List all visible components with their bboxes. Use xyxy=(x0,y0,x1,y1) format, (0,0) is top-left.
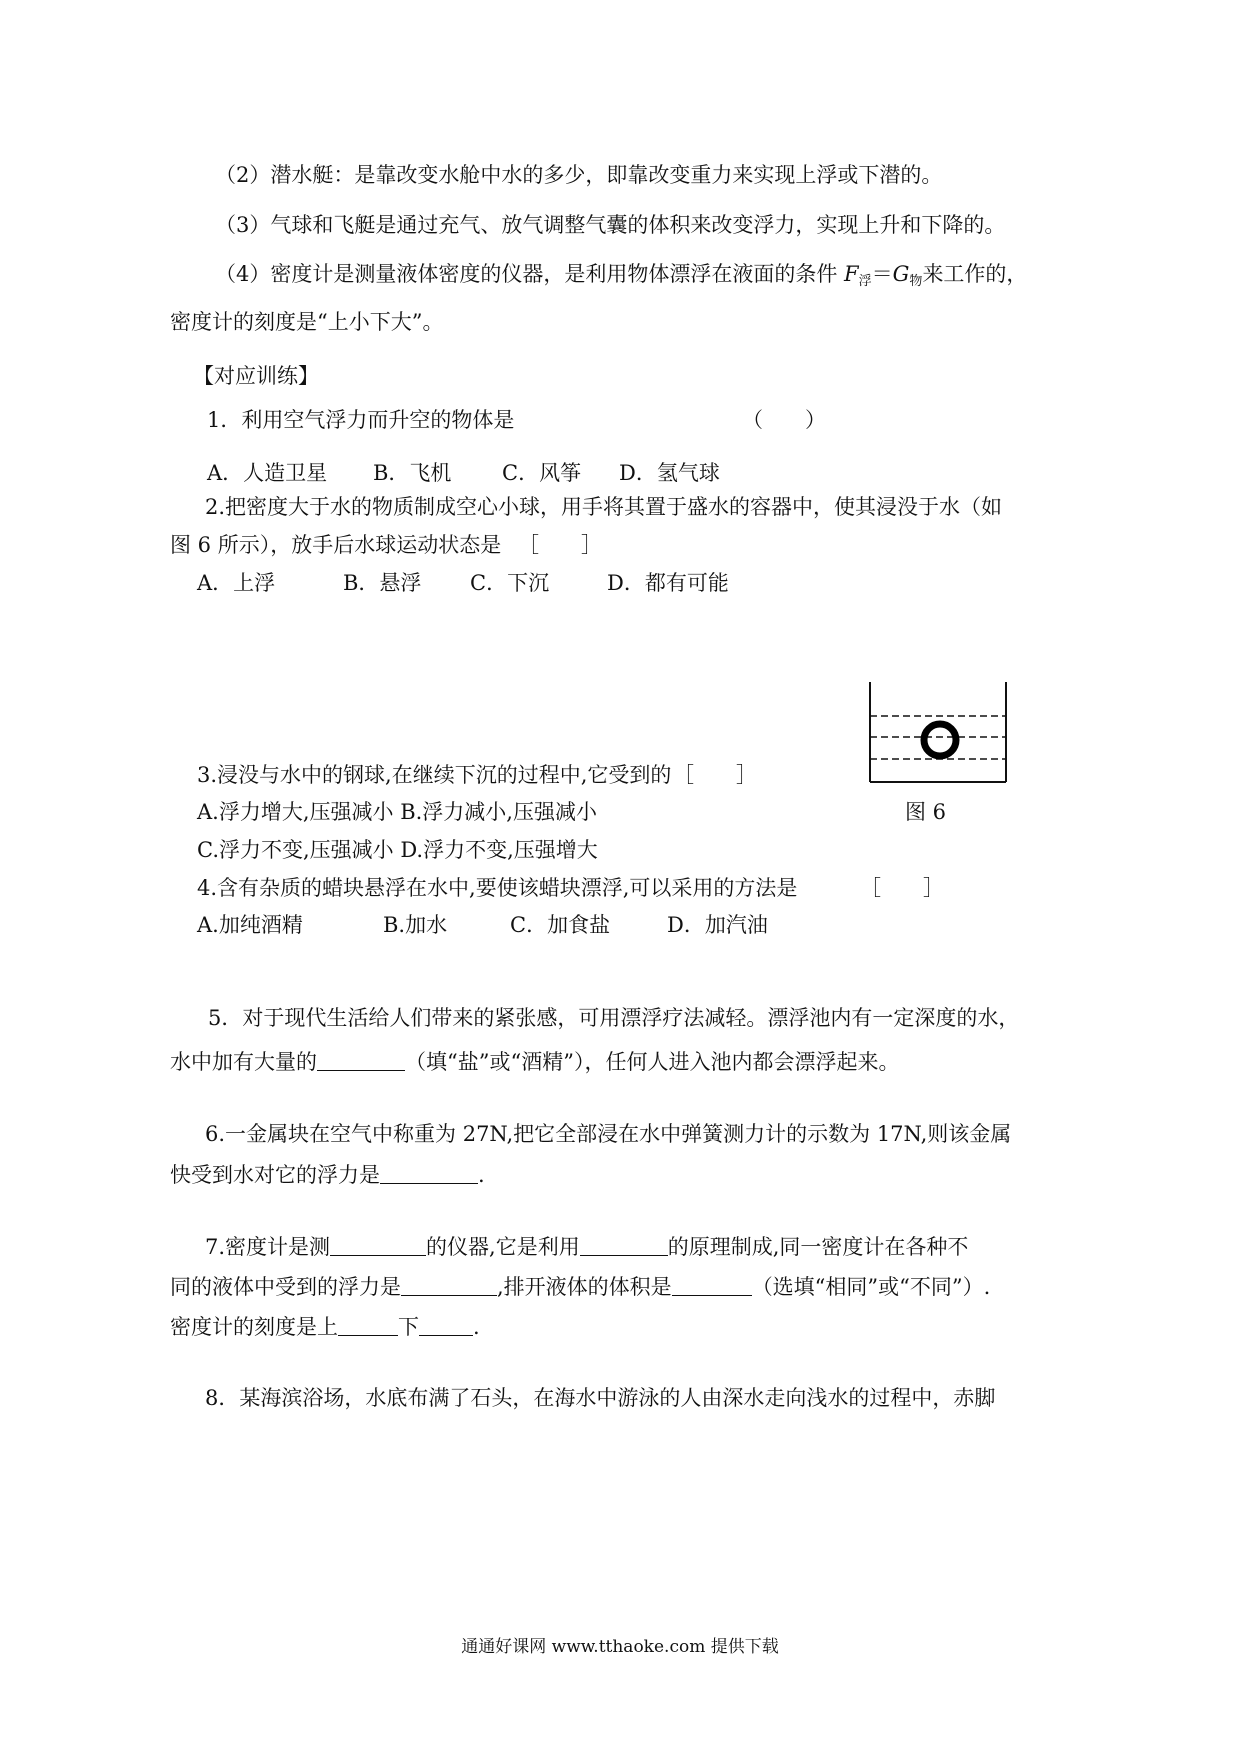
q6-line2 xyxy=(170,1160,485,1190)
q1-option-b[interactable]: B．飞机 xyxy=(373,461,452,485)
q3-stem: 3.浸没与水中的钢球,在继续下沉的过程中,它受到的 xyxy=(197,763,672,787)
q4-option-a[interactable]: A.加纯酒精 xyxy=(197,913,303,937)
formula-G: G xyxy=(892,262,910,286)
q2-stem-line1: 2.把密度大于水的物质制成空心小球，用手将其置于盛水的容器中，使其浸没于水（如 xyxy=(205,495,1003,519)
q7-text-1b: 的仪器,它是利用 xyxy=(426,1235,580,1259)
q6-text-b: . xyxy=(478,1163,485,1187)
formula-equals: ＝ xyxy=(871,262,893,286)
q5-blank[interactable] xyxy=(317,1048,405,1071)
q1-option-d[interactable]: D．氢气球 xyxy=(619,461,720,485)
formula-F: F xyxy=(844,262,859,286)
figure-6-caption: 图 6 xyxy=(905,800,947,824)
q1-answer-bracket[interactable]: （ ） xyxy=(742,408,826,432)
q4-option-c[interactable]: C．加食盐 xyxy=(510,913,611,937)
q2-answer-bracket[interactable]: ［ ］ xyxy=(518,533,602,557)
q4-stem: 4.含有杂质的蜡块悬浮在水中,要使该蜡块漂浮,可以采用的方法是 xyxy=(197,876,798,900)
q7-text-2a: 同的液体中受到的浮力是 xyxy=(170,1275,401,1299)
q2-option-c[interactable]: C．下沉 xyxy=(470,571,550,595)
q7-blank-1[interactable] xyxy=(330,1233,426,1256)
note-4-text-a: （4）密度计是测量液体密度的仪器，是利用物体漂浮在液面的条件 xyxy=(215,262,845,286)
q3-options-line2[interactable]: C.浮力不变,压强减小 D.浮力不变,压强增大 xyxy=(197,838,598,862)
q7-blank-2[interactable] xyxy=(580,1233,668,1256)
q4-answer-bracket[interactable]: ［ ］ xyxy=(860,876,944,900)
note-4-line2: 密度计的刻度是“上小下大”。 xyxy=(170,310,444,334)
q8-line1: 8．某海滨浴场，水底布满了石头，在海水中游泳的人由深水走向浅水的过程中，赤脚 xyxy=(205,1386,996,1410)
note-2: （2）潜水艇：是靠改变水舱中水的多少，即靠改变重力来实现上浮或下潜的。 xyxy=(215,163,943,187)
q7-text-2b: ,排开液体的体积是 xyxy=(497,1275,672,1299)
q5-text-b: （填“盐”或“酒精”），任何人进入池内都会漂浮起来。 xyxy=(405,1050,900,1074)
q7-blank-3[interactable] xyxy=(401,1273,497,1296)
q7-line3 xyxy=(170,1312,480,1342)
q6-blank[interactable] xyxy=(380,1161,478,1184)
q4-option-b[interactable]: B.加水 xyxy=(383,913,448,937)
q2-option-d[interactable]: D．都有可能 xyxy=(607,571,729,595)
q7-text-3b: 下 xyxy=(398,1315,419,1339)
q7-line1 xyxy=(205,1232,968,1262)
q7-text-1a: 7.密度计是测 xyxy=(205,1235,331,1259)
q7-text-2c: （选填“相同”或“不同”）. xyxy=(751,1275,991,1299)
note-4-text-b: 来工作的， xyxy=(922,262,1028,286)
q1-stem: 1．利用空气浮力而升空的物体是 xyxy=(207,408,515,432)
q7-text-1c: 的原理制成,同一密度计在各种不 xyxy=(667,1235,969,1259)
q2-stem-line2: 图 6 所示），放手后水球运动状态是 xyxy=(170,533,502,557)
q4-option-d[interactable]: D．加汽油 xyxy=(667,913,768,937)
q7-text-3a: 密度计的刻度是上 xyxy=(170,1315,338,1339)
q5-line2 xyxy=(170,1047,899,1077)
q2-option-a[interactable]: A．上浮 xyxy=(197,571,276,595)
q7-blank-5[interactable] xyxy=(338,1313,398,1336)
formula-G-subscript: 物 xyxy=(909,274,923,289)
q5-text-a: 水中加有大量的 xyxy=(170,1050,317,1074)
q6-line1: 6.一金属块在空气中称重为 27N,把它全部浸在水中弹簧测力计的示数为 17N,则该金属 xyxy=(205,1122,1012,1146)
q2-option-b[interactable]: B．悬浮 xyxy=(343,571,422,595)
q5-line1: 5．对于现代生活给人们带来的紧张感，可用漂浮疗法减轻。漂浮池内有一定深度的水， xyxy=(208,1006,1020,1030)
q1-option-a[interactable]: A．人造卫星 xyxy=(207,461,328,485)
q1-option-c[interactable]: C．风筝 xyxy=(502,461,582,485)
formula-F-subscript: 浮 xyxy=(858,274,872,289)
q6-text-a: 快受到水对它的浮力是 xyxy=(170,1163,380,1187)
q7-blank-4[interactable] xyxy=(672,1273,752,1296)
section-title: 【对应训练】 xyxy=(193,364,319,388)
q7-blank-6[interactable] xyxy=(419,1313,473,1336)
note-3: （3）气球和飞艇是通过充气、放气调整气囊的体积来改变浮力，实现上升和下降的。 xyxy=(215,213,1006,237)
note-4-line1 xyxy=(215,259,1027,297)
q3-options-line1[interactable]: A.浮力增大,压强减小 B.浮力减小,压强减小 xyxy=(197,800,597,824)
q7-text-3c: . xyxy=(473,1315,480,1339)
q7-line2 xyxy=(170,1272,990,1302)
q3-answer-bracket[interactable]: ［ ］ xyxy=(673,763,757,787)
page-footer: 通通好课网 www.tthaoke.com 提供下载 xyxy=(461,1637,779,1657)
